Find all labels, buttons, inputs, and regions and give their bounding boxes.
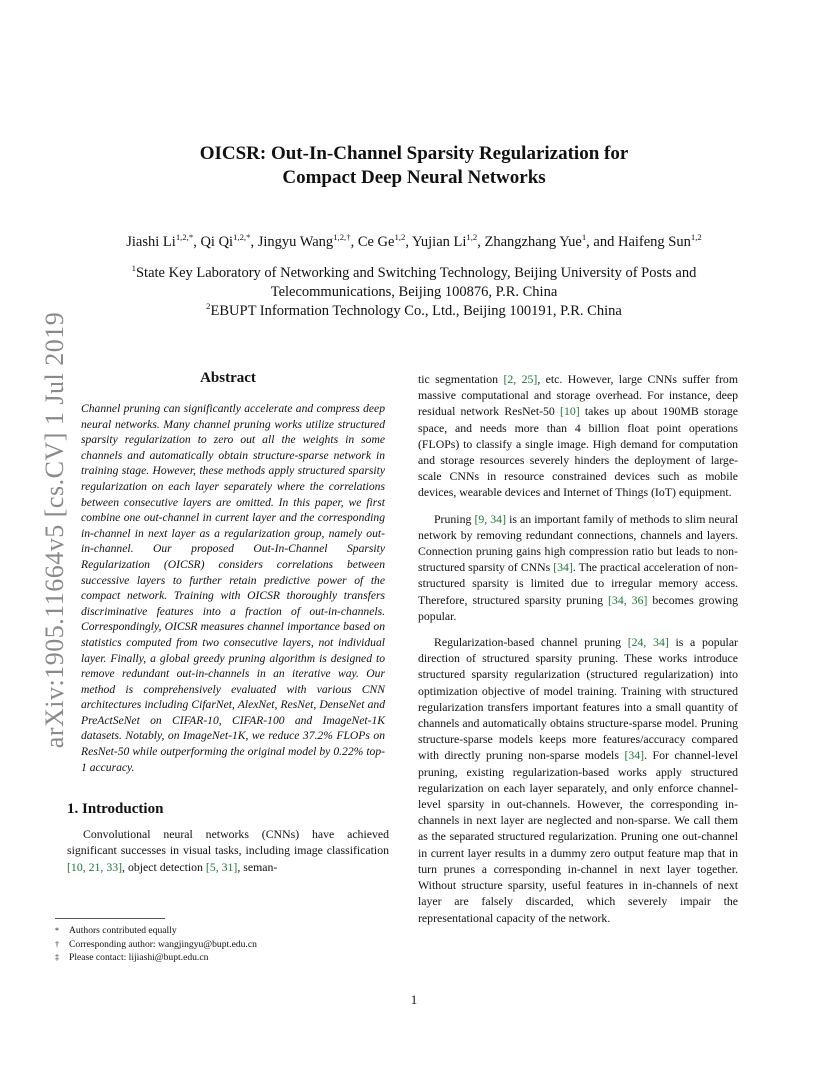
body-text: . The practical acceleration of non-structured sparsity is limited due to irregular memory access. Therefore, structured sparsity pruning (418, 560, 738, 607)
author-name: Qi Qi (200, 234, 234, 250)
author-affil-marker: 1,2 (466, 232, 478, 243)
author-name: Jiashi Li (126, 234, 176, 250)
citation-link[interactable]: [10, 21, 33] (67, 859, 123, 874)
body-text: tic segmentation (418, 372, 504, 386)
intro-paragraph-regularization (418, 634, 738, 926)
author-affil-marker: 1,2,* (233, 232, 251, 243)
citation-link[interactable]: [2, 25] (503, 372, 538, 386)
citation-link[interactable]: [24, 34] (627, 635, 669, 650)
body-text: Regularization-based channel pruning (434, 635, 628, 650)
affiliation-1 (60, 264, 768, 283)
affiliation-2 (60, 302, 768, 321)
footnote (55, 924, 389, 938)
citation-link[interactable]: [34] (553, 560, 573, 575)
author-name: Haifeng Sun (617, 234, 691, 250)
footnotes (55, 918, 389, 965)
footnote-text: Please contact: lijiashi@bupt.edu.cn (69, 952, 209, 963)
author-name: Yujian Li (412, 234, 467, 250)
arxiv-identifier-stamp: arXiv:1905.11664v5 [cs.CV] 1 Jul 2019 (40, 311, 69, 749)
intro-text: Convolutional neural networks (CNNs) have achieved significant successes in visual tasks, including image classification (67, 827, 389, 858)
intro-text: , seman- (237, 859, 278, 874)
author-name: Jingyu Wang (257, 234, 334, 250)
author-affil-marker: 1,2 (690, 232, 702, 243)
affiliation-marker: 1 (131, 263, 136, 274)
left-column (67, 368, 389, 875)
author-affil-marker: 1 (581, 232, 587, 243)
author-list: Jiashi $Li^{1,2,*}$, Qi $Qi^{1,2,*}$, Jingyu Wang$^{1,2,\dagger}$, Ce Ge$^{1,2}$, Yujian Li$^{1,2}$, Zhangzhang Yue$^1$, and Haifeng Sun$^{1,2}$ (126, 232, 702, 250)
citation-link[interactable]: [9, 34] (474, 511, 507, 526)
footnote-symbol: ‡ (55, 953, 59, 962)
abstract-heading: Abstract (200, 370, 256, 386)
citation-link[interactable]: [34] (624, 748, 645, 763)
author-affil-marker: 1,2,† (333, 232, 351, 243)
page-number: 1 (410, 992, 418, 1007)
introduction-heading: 1. Introduction (67, 801, 164, 818)
body-text: becomes growing popular. (418, 592, 738, 623)
body-text: . For channel-level pruning, existing regularization-based works apply structured regularization on each layer separately, and only enforce channel-level sparsity in out-channels. However, the corresponding in-channels in next layer are neglected and non-sparse. We call them as the separated structured regularization. Pruning one out-channel in current layer results in a dummy zero output feature map that in turn prunes a corresponding in-channel in next layer together. Without structure sparsity, useful features in in-channels of next layer are falsely discarded, which severely impair the representational capacity of the network. (418, 748, 738, 925)
footnote-symbol: * (55, 926, 59, 935)
intro-paragraph-pruning (418, 511, 738, 624)
footnote (55, 938, 389, 952)
author-affil-marker: 1,2 (394, 232, 406, 243)
title-line-2: Compact Deep Neural Networks (282, 167, 546, 188)
footnote (55, 951, 389, 965)
footnote-text: Authors contributed equally (69, 925, 177, 936)
footnote-text: Corresponding author: wangjingyu@bupt.edu.cn (69, 938, 257, 950)
intro-paragraph-1 (67, 826, 389, 875)
citation-link[interactable]: [34, 36] (608, 592, 648, 607)
citation-link[interactable]: [10] (560, 404, 580, 419)
body-text: is an important family of methods to slim neural network by removing redundant connections, channels and layers. Connection pruning gains high compression ratio but leads to non-structured sparsity of CNNs (418, 511, 739, 575)
author-affil-marker: 1,2,* (175, 232, 194, 243)
paper-title (0, 142, 828, 190)
author-name: Ce Ge (357, 234, 395, 250)
footnote-symbol: † (55, 939, 59, 949)
author-name: Zhangzhang Yue (484, 234, 582, 250)
citation-link[interactable]: [5, 31] (205, 859, 238, 874)
affiliations (60, 264, 768, 321)
intro-text: , object detection (122, 859, 206, 874)
right-column (418, 371, 738, 936)
intro-paragraph-continued (418, 371, 738, 501)
body-text: Pruning (434, 511, 475, 526)
body-text: takes up about 190MB storage space, and needs more than 4 billion float point operations (FLOPs) to classify a single image. High demand for computation and storage resources severely hinders the deployment of large-scale CNNs in resource constrained devices such as mobile devices, wearable devices and Internet of Things (IoT) equipment. (418, 404, 738, 500)
affiliation-1-line-2: Telecommunications, Beijing 100876, P.R. China (270, 284, 558, 300)
title-line-1: OICSR: Out-In-Channel Sparsity Regularization for (199, 143, 629, 164)
affiliation-1-line-1: State Key Laboratory of Networking and Switching Technology, Beijing University of Posts and (135, 265, 697, 281)
affiliation-marker: 2 (206, 301, 211, 312)
affiliation-2-line-1: EBUPT Information Technology Co., Ltd., Beijing 100191, P.R. China (210, 303, 622, 319)
body-text: is a popular direction of structured sparsity pruning. These works introduce structured sparsity regularization (structured regularization) into optimization objective of model training. Training with structured regularization transfers important features into a small quantity of channels and automatically obtains structure-sparse model. Pruning structure-sparse models keeps more features/accuracy compared with directly pruning non-sparse models (418, 635, 738, 763)
body-text: , etc. However, large CNNs suffer from massive computational and storage overhead. For instance, deep residual network ResNet-50 (418, 372, 738, 419)
abstract-text: Channel pruning can significantly accelerate and compress deep neural networks. Many channel pruning works utilize structured sparsity regularization to zero out all the weights in some channels and automatically obtain structure-sparse network in training stage. However, these methods apply structured sparsity regularization on each layer separately where the correlations between consecutive layers are omitted. In this paper, we first combine one out-channel in current layer and the corresponding in-channel in next layer as a regularization group, namely out-in-channel. Our proposed Out-In-Channel Sparsity Regularization (OICSR) considers correlations between successive layers to further retain predictive power of the compact network. Training with OICSR thoroughly transfers discriminative features into a fraction of out-in-channels. Correspondingly, OICSR measures channel importance based on statistics computed from two consecutive layers, not individual layer. Finally, a global greedy pruning algorithm is designed to remove redundant out-in-channels in an iterative way. Our method is comprehensively evaluated with various CNN architectures including CifarNet, AlexNet, ResNet, DenseNet and PreActSeNet on CIFAR-10, CIFAR-100 and ImageNet-1K datasets. Notably, on ImageNet-1K, we reduce 37.2% FLOPs on ResNet-50 while outperforming the original model by 0.22% top-1 accuracy. (81, 402, 385, 774)
